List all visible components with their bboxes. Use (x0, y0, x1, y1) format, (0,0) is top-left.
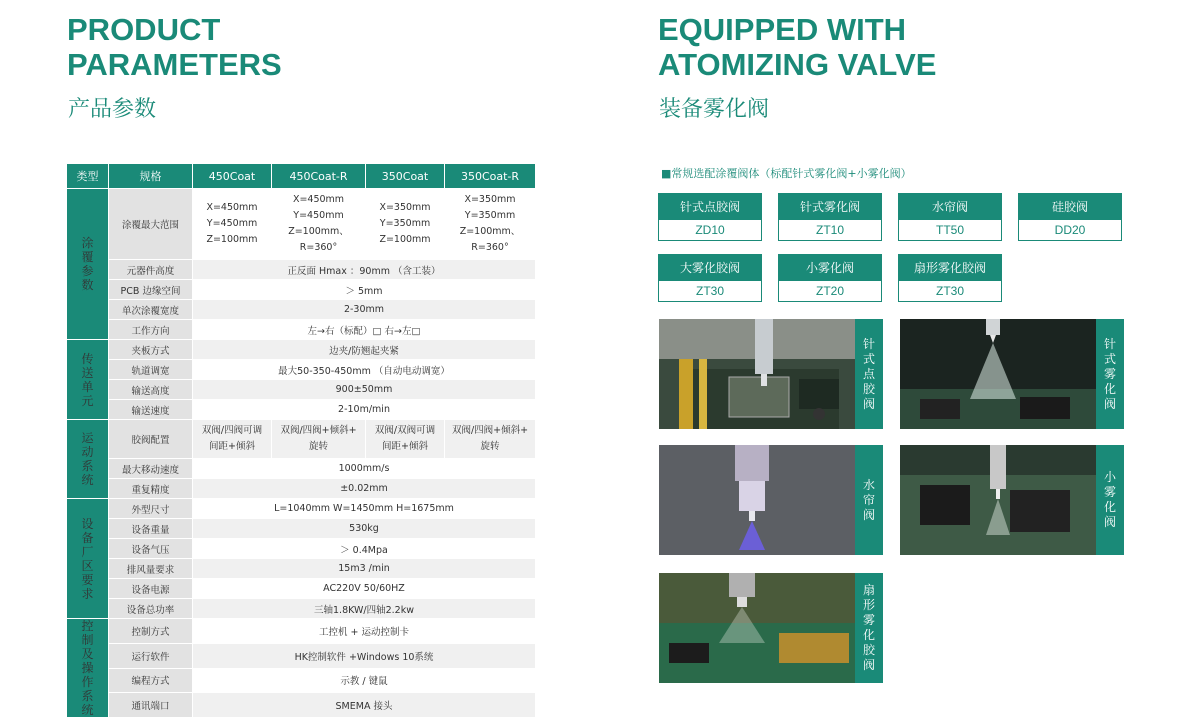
table-header: 规格 (109, 164, 193, 189)
param-value: 900±50mm (193, 380, 536, 400)
param-value: 示教 / 键鼠 (193, 668, 536, 693)
category-cell: 传送单元 (67, 340, 109, 420)
photo-label: 针式点胶阀 (855, 319, 883, 429)
valve-code: ZT30 (695, 284, 724, 298)
table-row (67, 693, 536, 718)
param-name: 输送高度 (109, 380, 193, 400)
photo-small-atomizing (900, 445, 1096, 555)
valve-name: 大雾化胶阀 (659, 255, 761, 281)
param-value: 最大50-350-450mm （自动电动调宽） (193, 360, 536, 380)
param-name: 胶阀配置 (109, 420, 193, 459)
param-name: 设备电源 (109, 579, 193, 599)
valve-card (658, 254, 762, 302)
table-row (67, 539, 536, 559)
table-row (67, 300, 536, 320)
table-header: 450Coat (193, 164, 272, 189)
param-name: 排风量要求 (109, 559, 193, 579)
param-value: 双阀/双阀可调 间距+倾斜 (366, 420, 445, 459)
valve-name: 针式雾化阀 (779, 194, 881, 220)
param-value: AC220V 50/60HZ (193, 579, 536, 599)
table-row (67, 420, 536, 459)
valve-code: ZT20 (815, 284, 844, 298)
param-name: 元器件高度 (109, 260, 193, 280)
table-row (67, 559, 536, 579)
table-row (67, 280, 536, 300)
param-value: 双阀/四阀+倾斜+ 旋转 (445, 420, 536, 459)
right-title-line2: ATOMIZING VALVE (658, 47, 937, 82)
param-name: 编程方式 (109, 668, 193, 693)
param-value: 双阀/四阀可调 间距+倾斜 (193, 420, 272, 459)
table-row (67, 668, 536, 693)
param-value: 三轴1.8KW/四轴2.2kw (193, 599, 536, 619)
category-cell: 运动系统 (67, 420, 109, 499)
table-row (67, 400, 536, 420)
param-name: 外型尺寸 (109, 499, 193, 519)
table-row (67, 479, 536, 499)
table-header: 350Coat (366, 164, 445, 189)
photo-curtain-valve (659, 445, 855, 555)
table-header: 450Coat-R (272, 164, 366, 189)
valve-code: DD20 (1054, 223, 1086, 237)
param-value: 工控机 + 运动控制卡 (193, 619, 536, 644)
param-value: L=1040mm W=1450mm H=1675mm (193, 499, 536, 519)
valve-code: ZT10 (815, 223, 844, 237)
category-cell: 涂覆参数 (67, 189, 109, 340)
param-name: 输送速度 (109, 400, 193, 420)
table-row (67, 380, 536, 400)
photo-label: 针式雾化阀 (1096, 319, 1124, 429)
left-title-cn: 产品参数 (68, 97, 157, 122)
valve-name: 针式点胶阀 (659, 194, 761, 220)
valve-card (778, 254, 882, 302)
left-title-line1: PRODUCT (67, 12, 221, 47)
param-name: 设备总功率 (109, 599, 193, 619)
param-value: SMEMA 接头 (193, 693, 536, 718)
param-value: X=450mm Y=450mm Z=100mm、R=360° (272, 189, 366, 260)
param-value: 正反面 Hmax ：90mm （含工装） (193, 260, 536, 280)
table-row (67, 189, 536, 260)
valve-note: ■常规选配涂覆阀体（标配针式雾化阀+小雾化阀） (661, 167, 912, 180)
photo-label: 水帘阀 (855, 445, 883, 555)
param-name: 重复精度 (109, 479, 193, 499)
table-row (67, 519, 536, 539)
param-name: 最大移动速度 (109, 459, 193, 479)
param-value: 15m3 /min (193, 559, 536, 579)
valve-name: 扇形雾化胶阀 (899, 255, 1001, 281)
valve-card (658, 193, 762, 241)
param-name: 工作方向 (109, 320, 193, 340)
param-name: 轨道调宽 (109, 360, 193, 380)
table-row (67, 459, 536, 479)
param-value: X=450mm Y=450mm Z=100mm (193, 189, 272, 260)
right-title-line1: EQUIPPED WITH (658, 12, 907, 47)
valve-name: 硅胶阀 (1019, 194, 1121, 220)
param-name: 夹板方式 (109, 340, 193, 360)
spec-table (66, 163, 536, 718)
param-name: 通讯端口 (109, 693, 193, 718)
param-name: 单次涂覆宽度 (109, 300, 193, 320)
photo-fan-atomizing (659, 573, 855, 683)
left-title-line2: PARAMETERS (67, 47, 282, 82)
right-title-cn: 装备雾化阀 (659, 97, 770, 122)
table-row (67, 320, 536, 340)
param-value: HK控制软件 +Windows 10系统 (193, 643, 536, 668)
table-header: 类型 (67, 164, 109, 189)
category-cell: 控制及操作系统 (67, 619, 109, 718)
param-name: 运行软件 (109, 643, 193, 668)
table-row (67, 599, 536, 619)
param-name: PCB 边缘空间 (109, 280, 193, 300)
param-value: 530kg (193, 519, 536, 539)
param-value: 1000mm/s (193, 459, 536, 479)
table-row (67, 619, 536, 644)
table-row (67, 340, 536, 360)
valve-name: 小雾化阀 (779, 255, 881, 281)
param-value: 2-30mm (193, 300, 536, 320)
param-value: 左→右（标配）□ 右→左□ (193, 320, 536, 340)
table-row (67, 643, 536, 668)
table-row (67, 360, 536, 380)
param-name: 设备重量 (109, 519, 193, 539)
param-value: X=350mm Y=350mm Z=100mm (366, 189, 445, 260)
param-value: 2-10m/min (193, 400, 536, 420)
valve-card (898, 193, 1002, 241)
param-name: 设备气压 (109, 539, 193, 559)
photo-label: 扇形雾化胶阀 (855, 573, 883, 683)
table-header: 350Coat-R (445, 164, 536, 189)
table-header-row (67, 164, 536, 189)
param-value: ±0.02mm (193, 479, 536, 499)
valve-code: ZT30 (935, 284, 964, 298)
param-value: ＞ 5mm (193, 280, 536, 300)
table-row (67, 499, 536, 519)
param-value: 双阀/四阀+倾斜+ 旋转 (272, 420, 366, 459)
param-value: ＞ 0.4Mpa (193, 539, 536, 559)
param-value: 边夹/防翘起夹紧 (193, 340, 536, 360)
photo-needle-dispense (659, 319, 855, 429)
param-name: 涂覆最大范围 (109, 189, 193, 260)
param-name: 控制方式 (109, 619, 193, 644)
valve-card (778, 193, 882, 241)
table-row (67, 579, 536, 599)
photo-needle-atomizing (900, 319, 1096, 429)
valve-card (1018, 193, 1122, 241)
valve-code: TT50 (935, 223, 964, 237)
category-cell: 设备厂区要求 (67, 499, 109, 619)
photo-label: 小雾化阀 (1096, 445, 1124, 555)
table-row (67, 260, 536, 280)
valve-name: 水帘阀 (899, 194, 1001, 220)
param-value: X=350mm Y=350mm Z=100mm、R=360° (445, 189, 536, 260)
valve-code: ZD10 (695, 223, 725, 237)
valve-card (898, 254, 1002, 302)
